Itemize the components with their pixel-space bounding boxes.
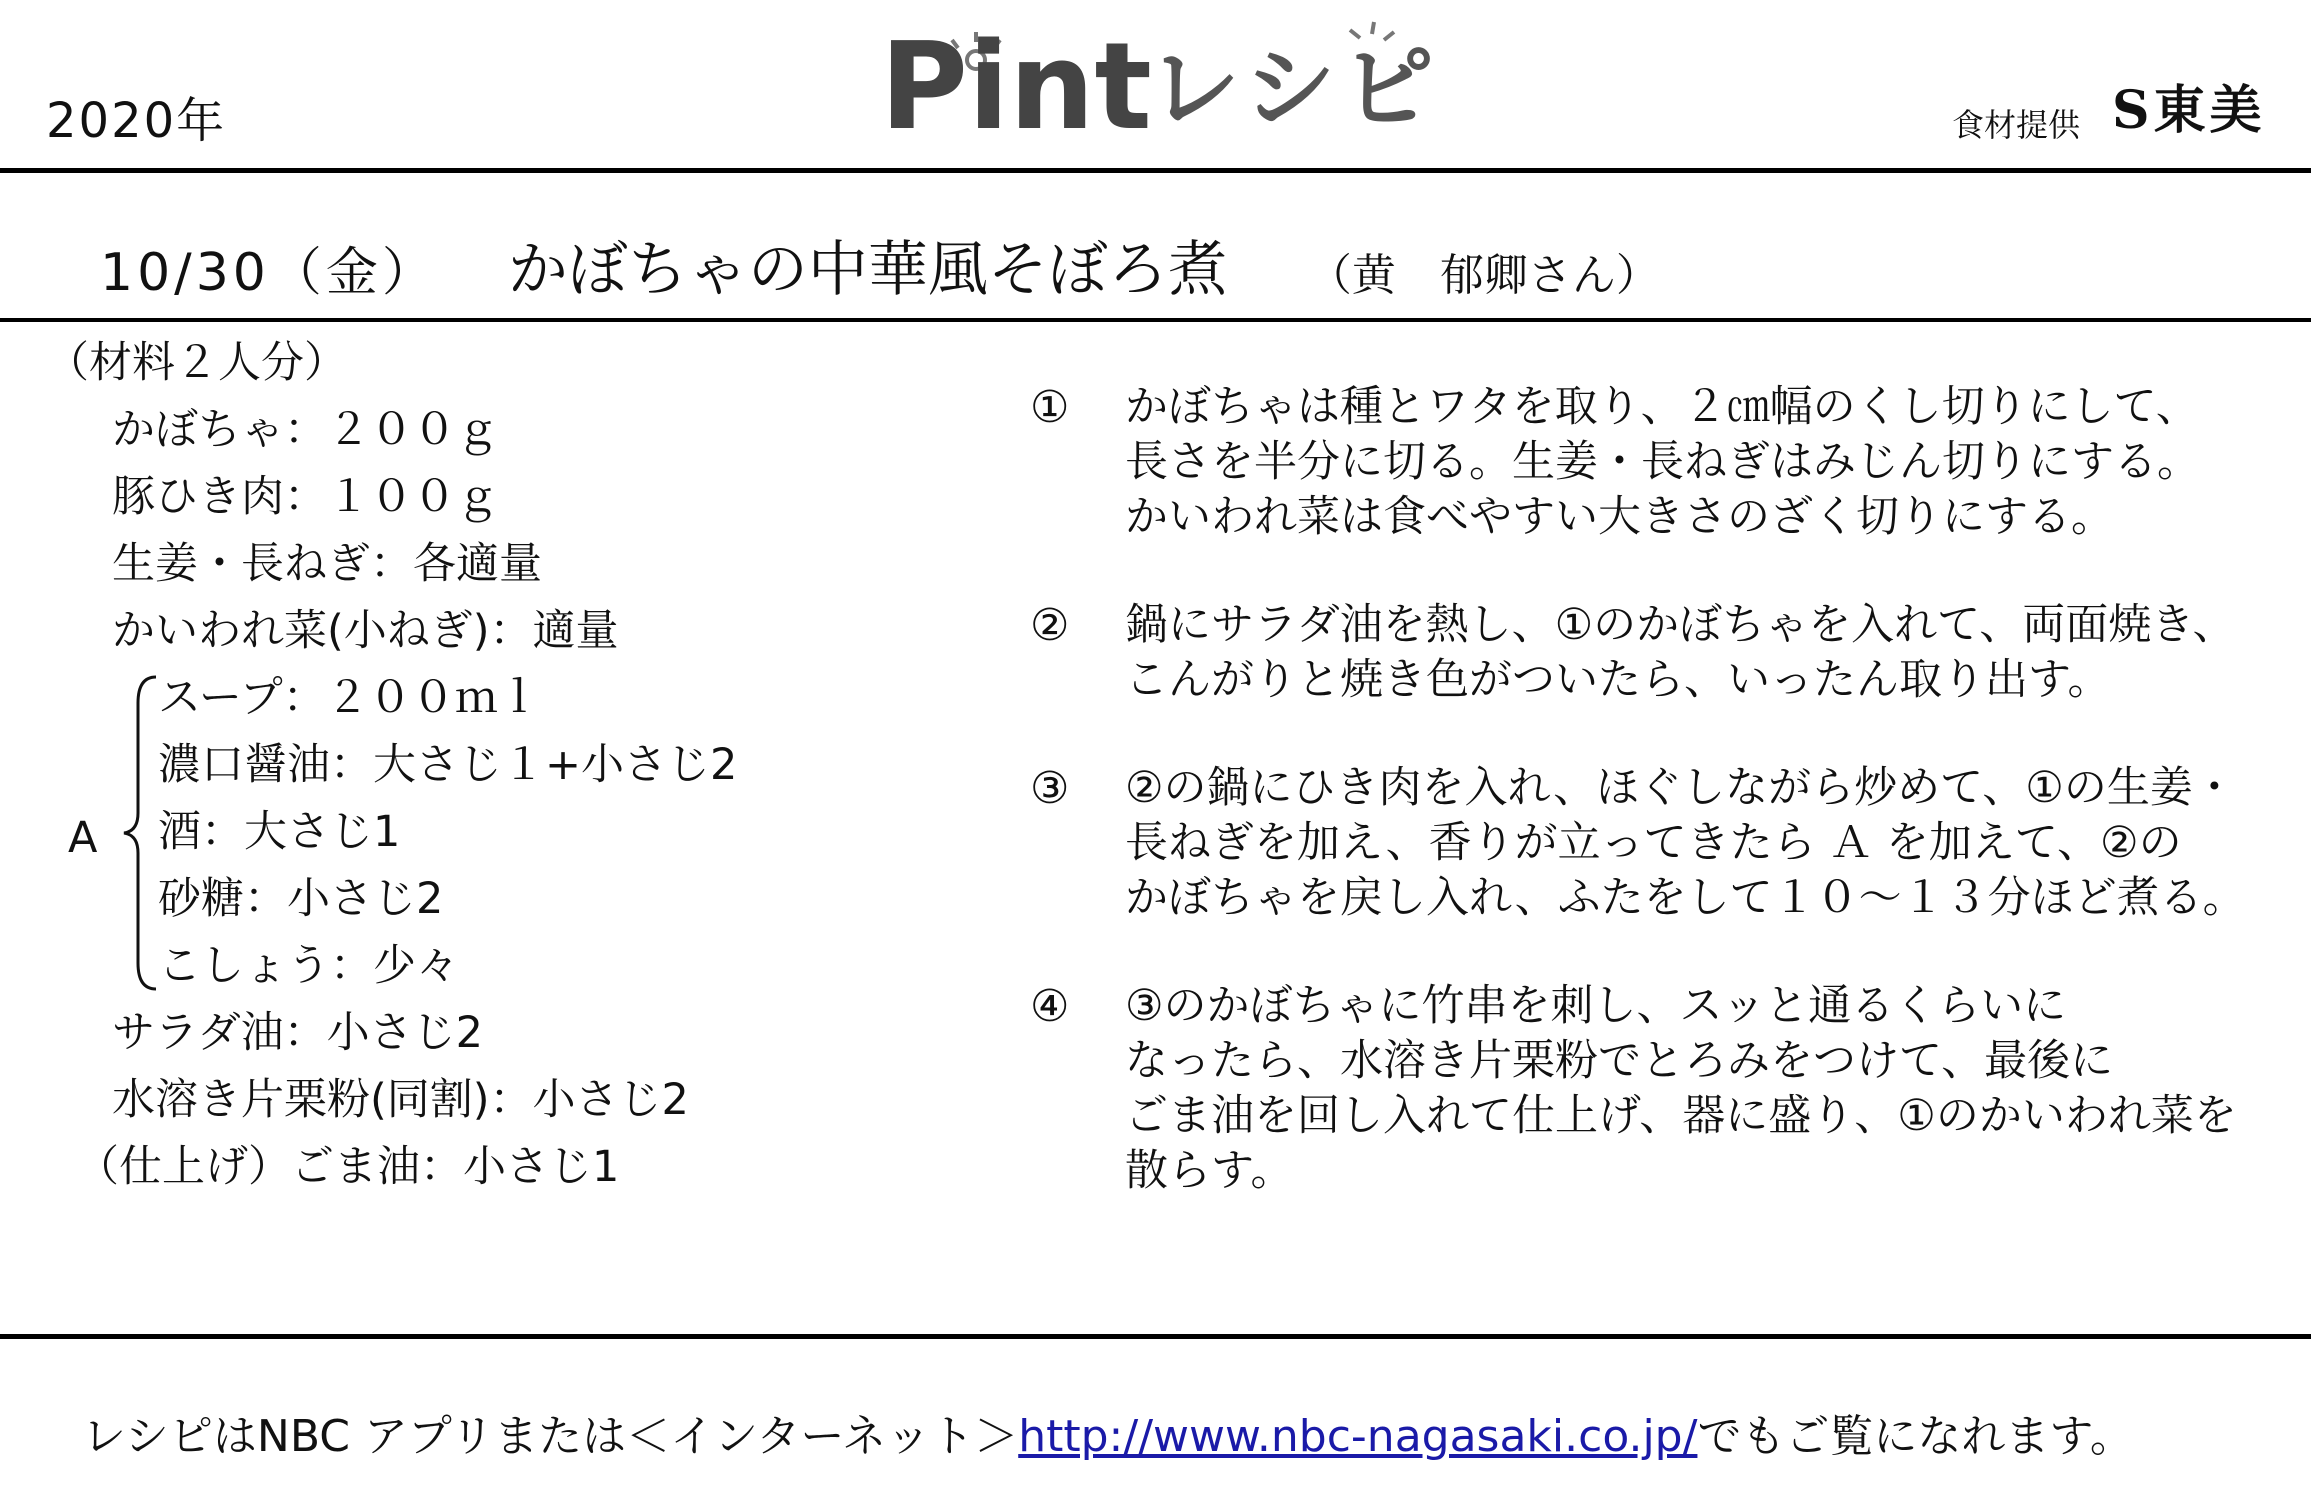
group-a-item: 濃口醤油：大さじ１+小さじ2 [158, 740, 738, 790]
header-rule [0, 168, 2311, 173]
step-text-line: かぼちゃは種とワタを取り、２㎝幅のくし切りにして、 [1125, 382, 2199, 432]
seasoning-group-a [46, 665, 737, 1000]
recipe-steps [1030, 380, 2280, 1252]
recipe-author: （黄 郁卿さん） [1307, 250, 1660, 301]
ingredient-item: かいわれ菜(小ねぎ)：適量 [112, 606, 619, 656]
step-text-line: こんがりと焼き色がついたら、いったん取り出す。 [1125, 655, 2111, 705]
group-a-item: 砂糖：小さじ2 [158, 874, 444, 924]
step-text-line: ③のかぼちゃに竹串を刺し、スッと通るくらいに [1125, 981, 2067, 1031]
pint-recipe-logo [880, 0, 1440, 150]
step-text-line: ②の鍋にひき肉を入れ、ほぐしながら炒めて、①の生姜・ [1125, 763, 2236, 813]
year-label: 2020年 [46, 93, 227, 149]
title-rule [0, 318, 2311, 322]
ingredient-item: 生姜・長ねぎ：各適量 [112, 539, 542, 589]
recipe-title-row [100, 222, 1660, 305]
step-text-line: ごま油を回し入れて仕上げ、器に盛り、①のかいわれ菜を [1125, 1091, 2237, 1141]
finish-ingredient: （仕上げ）ごま油：小さじ1 [76, 1142, 620, 1192]
step-2 [1030, 598, 2280, 708]
step-number: ① [1030, 382, 1070, 433]
group-a-item: こしょう：少々 [158, 941, 459, 991]
step-number: ③ [1030, 763, 1070, 814]
ingredient-item: かぼちゃ：２００ｇ [112, 405, 499, 455]
step-text-line: 長さを半分に切る。生姜・長ねぎはみじん切りにする。 [1125, 437, 2200, 487]
ingredients-heading: （材料２人分） [46, 338, 347, 388]
recipe-title: かぼちゃの中華風そぼろ煮 [507, 235, 1228, 305]
ingredients-list [46, 330, 737, 1201]
step-text-line: 長ねぎを加え、香りが立ってきたら Ａ を加えて、②の [1125, 818, 2182, 868]
group-brace [116, 673, 166, 993]
footer-rule [0, 1334, 2311, 1339]
nbc-website-link[interactable]: http://www.nbc-nagasaki.co.jp/ [1018, 1411, 1698, 1462]
provider-label: 食材提供 [1952, 106, 2081, 144]
step-3 [1030, 761, 2280, 926]
group-a-item: スープ：２００ｍｌ [158, 673, 541, 723]
ingredient-item: 水溶き片栗粉(同割)：小さじ2 [112, 1075, 689, 1125]
step-4 [1030, 979, 2280, 1199]
ingredient-item: サラダ油：小さじ2 [112, 1008, 483, 1058]
step-text-line: なったら、水溶き片栗粉でとろみをつけて、最後に [1125, 1036, 2114, 1086]
step-text-line: 鍋にサラダ油を熱し、①のかぼちゃを入れて、両面焼き、 [1125, 600, 2236, 650]
step-number: ② [1030, 600, 1070, 651]
step-number: ④ [1030, 981, 1070, 1032]
group-a-item: 酒：大さじ1 [158, 807, 401, 857]
step-text-line: かぼちゃを戻し入れ、ふたをして１０～１３分ほど煮る。 [1125, 873, 2246, 923]
ingredient-item: 豚ひき肉：１００ｇ [112, 472, 499, 522]
footer-text-before: レシピはNBC アプリまたは＜インターネット＞ [82, 1411, 1019, 1462]
sponsor-logo: S東美 [2112, 80, 2266, 141]
logo-pint-text: Pint [880, 18, 1152, 150]
footer-note [82, 1400, 2134, 1464]
group-a-label: A [68, 813, 98, 863]
step-text-line: かいわれ菜は食べやすい大きさのざく切りにする。 [1125, 492, 2114, 542]
step-1 [1030, 380, 2280, 545]
footer-text-after: でもご覧になれます。 [1697, 1411, 2134, 1462]
recipe-date: 10/30（金） [100, 243, 438, 303]
logo-recipe-text: レシピ [1148, 35, 1440, 142]
step-text-line: 散らす。 [1125, 1146, 1294, 1196]
